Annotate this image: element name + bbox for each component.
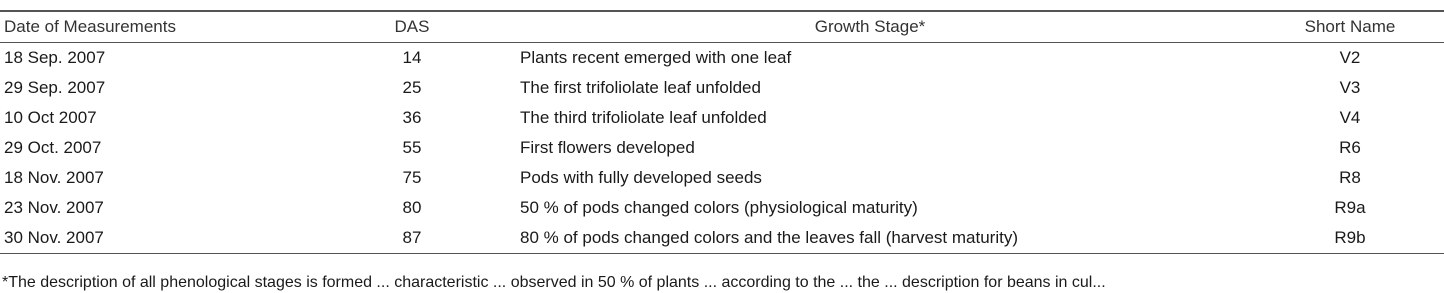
cell-das: 55 — [402, 138, 422, 157]
cell-date: 23 Nov. 2007 — [4, 198, 104, 217]
cell-das: 36 — [402, 108, 422, 127]
cell-date: 10 Oct 2007 — [4, 108, 97, 127]
cell-short-name: R9b — [1334, 228, 1366, 247]
cell-growth-stage: First flowers developed — [520, 138, 695, 157]
cell-date: 30 Nov. 2007 — [4, 228, 104, 247]
header-short-name: Short Name — [1304, 17, 1396, 36]
header-growth-stage: Growth Stage* — [814, 17, 926, 36]
header-date-of-measurements: Date of Measurements — [4, 17, 176, 36]
table-header-row — [0, 11, 1444, 43]
cell-short-name: R9a — [1334, 198, 1366, 217]
cell-short-name: R6 — [1339, 138, 1361, 157]
table-row — [0, 73, 1444, 103]
cell-growth-stage: 80 % of pods changed colors and the leaves fall (harvest maturity) — [520, 228, 1018, 247]
cell-date: 18 Nov. 2007 — [4, 168, 104, 187]
table-row — [0, 43, 1444, 74]
cell-short-name: V2 — [1339, 48, 1361, 67]
table-row — [0, 163, 1444, 193]
header-das: DAS — [394, 17, 430, 36]
table-footnote: *The description of all phenological stages is formed ... characteristic ... observed in 50 % of plants ... according to the ... the ... description for beans in cul... — [2, 274, 1106, 291]
cell-short-name: R8 — [1339, 168, 1361, 187]
cell-das: 14 — [402, 48, 422, 67]
cell-growth-stage: 50 % of pods changed colors (physiological maturity) — [520, 198, 918, 217]
table-row — [0, 223, 1444, 254]
cell-das: 80 — [402, 198, 422, 217]
table-row — [0, 193, 1444, 223]
cell-das: 25 — [402, 78, 422, 97]
cell-growth-stage: Pods with fully developed seeds — [520, 168, 762, 187]
cell-growth-stage: The first trifoliolate leaf unfolded — [520, 78, 761, 97]
cell-growth-stage: Plants recent emerged with one leaf — [520, 48, 792, 67]
cell-das: 75 — [402, 168, 422, 187]
cell-short-name: V3 — [1339, 78, 1361, 97]
cell-das: 87 — [402, 228, 422, 247]
table-row — [0, 103, 1444, 133]
growth-stage-table — [0, 10, 1444, 254]
cell-date: 18 Sep. 2007 — [4, 48, 106, 67]
cell-short-name: V4 — [1339, 108, 1361, 127]
table-row — [0, 133, 1444, 163]
cell-growth-stage: The third trifoliolate leaf unfolded — [520, 108, 767, 127]
cell-date: 29 Oct. 2007 — [4, 138, 102, 157]
cell-date: 29 Sep. 2007 — [4, 78, 106, 97]
